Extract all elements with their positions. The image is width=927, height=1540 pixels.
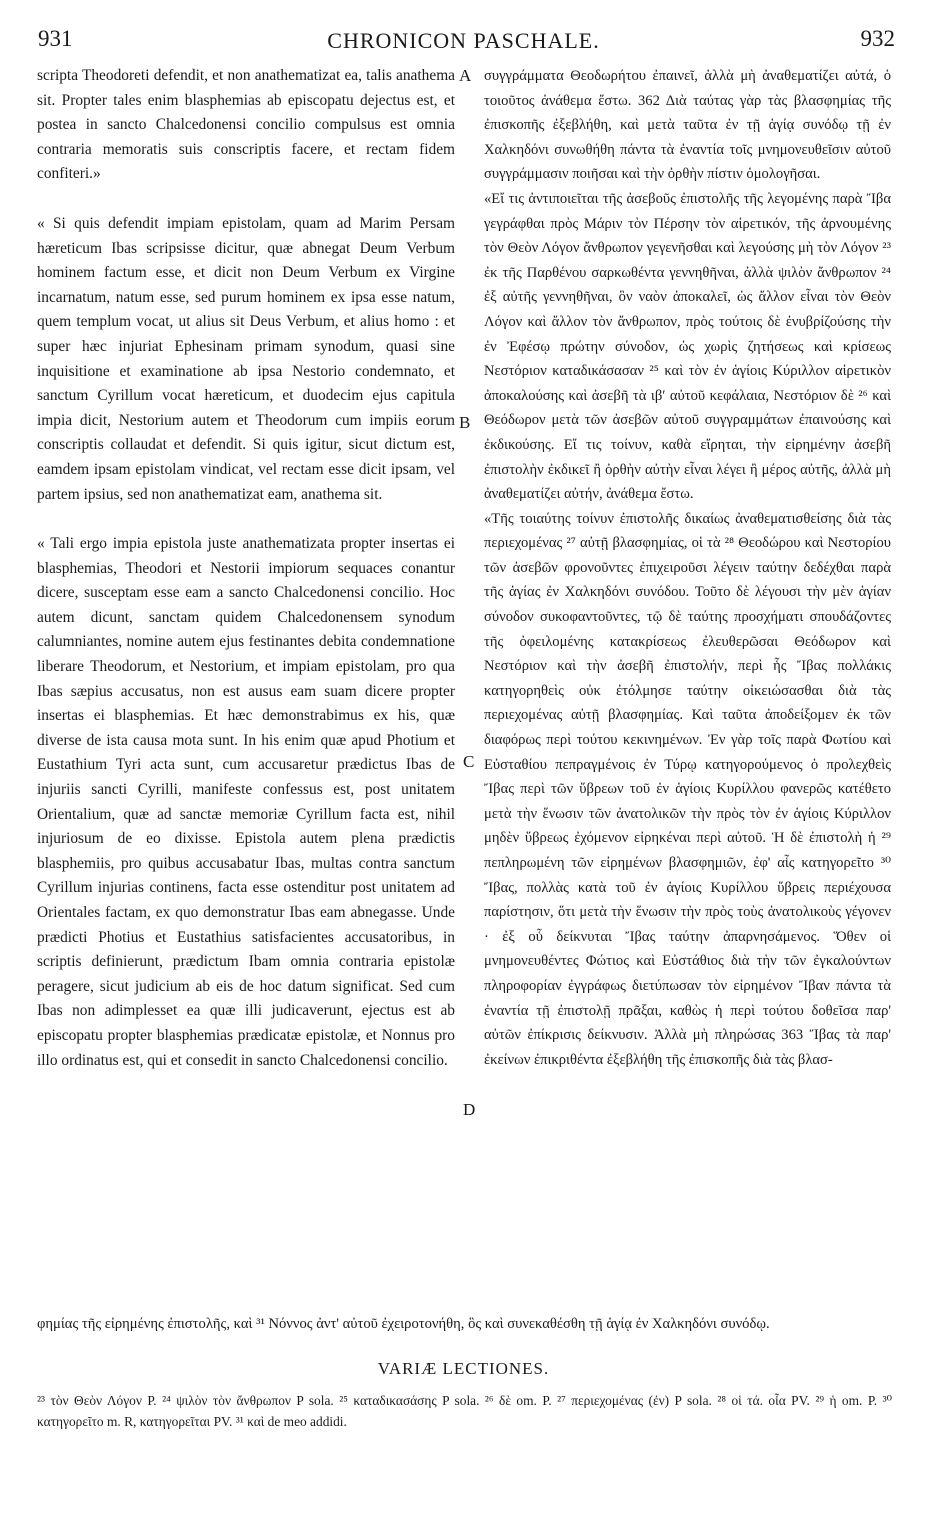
latin-column (37, 64, 455, 1073)
margin-letter-d: D (463, 1100, 476, 1119)
running-header (30, 26, 897, 56)
page-number-left: 931 (38, 26, 73, 51)
margin-letter-b: B (459, 413, 471, 432)
greek-paragraph-3: «Τῆς τοιαύτης τοίνυν ἐπιστολῆς δικαίως ἀναθεματισθείσης διὰ τὰς περιεχομένας ²⁷ αὐτῇ βλασφημίας, οἱ τὰ ²⁸ Θεοδώρου καὶ Νεστορίου τῶν ἀσεβῶν φρονοῦντες ἐπιχειροῦσι λέγειν ταύτην δεδέχθαι παρὰ τῆς ἁγίας ἐν Χαλκηδόνι συνόδου. Τοῦτο δὲ λέγουσι τὴν μὲν ἁγίαν σύνοδον συκοφαντοῦντες, τῷ δὲ ταύτης προσχήματι σπουδάζοντες τῆς ὀφειλομένης κατακρίσεως ἐλευθερῶσαι Θεόδωρον καὶ Νεστόριον καὶ τὴν ἀσεβῆ ἐπιστολήν, περὶ ἧς Ἴβας πολλάκις κατηγορηθεὶς οὐκ ἐτόλμησε ταύτην οἰκειώσασθαι διὰ τὰς περιεχομένας αὐτῇ βλασφημίας. Καὶ ταῦτα ἀποδείξομεν ἐκ τῶν διαφόρως περὶ τούτου κεκινημένων. Ἐν γὰρ τοῖς παρὰ Φωτίου καὶ Εὐσταθίου πεπραγμένοις ἐν Τύρῳ κατηγορούμενος ὁ προλεχθεὶς Ἴβας περὶ τῶν ὕβρεων τοῦ ἐν ἁγίοις Κυρίλλου φανερῶς κατέθετο μετὰ τὴν ἕνωσιν τῶν ἀνατολικῶν τὴν πρὸς τὸν ἐν ἁγίοις Κύριλλον μηδὲν ὕβρεως ἐχόμενον εἰρηκέναι περὶ αὐτοῦ. Ἡ δὲ ἐπιστολὴ ἡ ²⁹ πεπληρωμένη τῶν εἰρημένων βλασφημιῶν, ἐφ' αἷς κατηγορεῖτο ³⁰ Ἴβας, πολλὰς κατὰ τοῦ ἐν ἁγίοις Κυρίλλου ὕβρεις περιέχουσα παρίστησιν, ὅτι μετὰ τὴν ἕνωσιν τὴν πρὸς τοὺς ἀνατολικοὺς γέγονεν · ἐξ οὗ δείκνυται Ἴβας ταύτην ἀπαρνησάμενος. Ὅθεν οἱ μνημονευθέντες Φώτιος καὶ Εὐστάθιος διὰ τὴν τῶν ἐγκαλούντων πληροφορίαν ἐγγράφως διετύπωσαν τὸν εἰρημένον Ἴβαν πάντα τὰ ἐναντία τῇ ἐπιστολῇ πρᾶξαι, καθὼς ἡ περὶ τούτου δοθεῖσα παρ' αὐτῶν ἐπίκρισις δείκνυσιν. Ἀλλὰ μὴ πληρώσας 363 Ἴβας τὰ παρ' ἐκείνων ἐπικριθέντα ἐξεβλήθη τῆς ἐπισκοπῆς διὰ τὰς βλασ- (484, 510, 891, 1068)
greek-paragraph-1: συγγράμματα Θεοδωρήτου ἐπαινεῖ, ἀλλὰ μὴ ἀναθεματίζει αὐτά, ὁ τοιοῦτος ἀνάθεμα ἔστω. 362 Διὰ ταύτας γὰρ τὰς βλασφημίας τῆς ἐπισκοπῆς ἐξεβλήθη, καὶ μετὰ ταῦτα ἐν τῇ ἁγίᾳ συνόδῳ τῇ ἐν Χαλκηδόνι συνωθήθη πάντα τὰ ἐναντία τοῖς μνημονευθεῖσιν αὐτοῦ συγγράμμασιν ποιῆσαι καὶ τὴν ὀρθὴν πίστιν ὁμολογῆσαι. (484, 68, 891, 183)
page-number-right: 932 (860, 26, 895, 51)
margin-letter-a: A (459, 66, 472, 85)
greek-paragraph-2: «Εἴ τις ἀντιποιεῖται τῆς ἀσεβοῦς ἐπιστολῆς τῆς λεγομένης παρὰ Ἴβα γεγράφθαι πρὸς Μάριν τὸν Πέρσην τὸν αἱρετικόν, τῆς ἀρνουμένης τὸν Θεὸν Λόγον ἄνθρωπον γεγενῆσθαι καὶ λεγούσης μὴ τὸν Λόγον ²³ ἐκ τῆς Παρθένου σαρκωθέντα γεννηθῆναι, ἀλλὰ ψιλὸν ἄνθρωπον ²⁴ ἐξ αὐτῆς γεννηθῆναι, ὃν ναὸν ἀποκαλεῖ, ὡς ἄλλον εἶναι τὸν Θεὸν Λόγον καὶ ἄλλον τὸν ἄνθρωπον, πρὸς τούτοις δὲ ἐνυβρίζούσης τὴν ἐν Ἐφέσῳ πρώτην σύνοδον, ὡς χωρὶς ζητήσεως καὶ κρίσεως Νεστόριον καταδικάσασαν ²⁵ καὶ τὸν ἐν ἁγίοις Κύριλλον αἱρετικὸν ἀποκαλούσης καὶ ἀσεβῆ τὰ ιβʹ αὐτοῦ κεφάλαια, Νεστόριον δὲ ²⁶ καὶ Θεόδωρον μετὰ τῶν ἀσεβῶν αὐτοῦ συγγραμμάτων ἐπαινούσης καὶ ἐκδικούσης. Εἴ τις τοίνυν, καθὰ εἴρηται, τὴν εἰρημένην ἀσεβῆ ἐπιστολὴν ἐκδικεῖ ἢ ὀρθὴν αὐτὴν εἶναι λέγει ἢ μέρος αὐτῆς, ἀλλὰ μὴ ἀναθεματίζει αὐτήν, ἀνάθεμα ἔστω. (484, 190, 891, 503)
variae-lectiones-notes: ²³ τὸν Θεὸν Λόγον P. ²⁴ ψιλὸν τὸν ἄνθρωπον P sola. ²⁵ καταδικασάσης P sola. ²⁶ δὲ om. P. ²⁷ περιεχομένας (ἐν) P sola. ²⁸ οἱ τά. οἷα PV. ²⁹ ἡ om. P. ³⁰ κατηγορεῖτο m. R, κατηγορεῖται PV. ³¹ καὶ de meo addidi. (37, 1393, 892, 1429)
running-title: CHRONICON PASCHALE. (327, 28, 600, 53)
margin-letter-c: C (463, 752, 475, 771)
greek-continuation: φημίας τῆς εἰρημένης ἐπιστολῆς, καὶ ³¹ Νόννος ἀντ' αὐτοῦ ἐχειροτονήθη, ὃς καὶ συνεκαθέσθη τῇ ἁγίᾳ ἐν Χαλκηδόνι συνόδῳ. (37, 1316, 770, 1332)
latin-paragraph-3: « Tali ergo impia epistola juste anathematizata propter insertas ei blasphemias, Theodori et Nestorii impiorum sequaces conantur dicere, susceptam esse eam a sancto Chalcedonensi concilio. Hoc autem dicunt, sanctam quidem Chalcedonensem synodum calumniantes, nomine autem ejus festinantes debita condemnatione liberare Theodorum, et Nestorium, et impiam epistolam, pro qua Ibas sæpius accusatus, non est ausus eam suam dicere propter insertas ei blasphemias. Et hæc demonstrabimus ex his, quæ diverse de ista causa mota sunt. In his enim quæ apud Photium et Eustathium Tyri acta sunt, cum accusaretur prædictus Ibas de injuriis sancti Cyrilli, manifeste confessus est, post unitatem Orientalium, quæ ad sanctæ memoriæ Cyrillum facta est, nihil injuriosum de eo dixisse. Epistola autem plena prædictis blasphemiis, pro quibus accusabatur Ibas, multas contra sanctum Cyrillum injurias continens, facta esse ostenditur post unitatem ad Orientales factam, ex quo demonstratur Ibas eam abnegasse. Unde prædicti Photius et Eustathius satisfacientes accusatoribus, in scriptis definierunt, prædictum Ibam omnia contraria epistolæ peragere, sicut judicium ab eis de hoc datum significat. Sed cum Ibas non adimplesset ea quæ illi judicaverunt, ejectus est ab episcopatu propter blasphemias prædicatæ epistolæ, et Nonnus pro illo ordinatus est, qui et consedit in sancto Chalcedonensi concilio. (37, 535, 455, 1069)
greek-column (484, 64, 891, 1072)
latin-paragraph-1: scripta Theodoreti defendit, et non anathematizat ea, talis anathema sit. Propter tales enim blasphemias ab episcopatu dejectus est, et postea in sancto Chalcedonensi concilio compulsus est omnia contraria memoratis suis conscriptis facere, et rectam fidem confiteri.» (37, 67, 455, 183)
latin-paragraph-2: « Si quis defendit impiam epistolam, quam ad Marim Persam hæreticum Ibas scripsisse dicitur, quæ abnegat Deum Verbum hominem factum esse, et dicit non Deum Verbum ex Virgine incarnatum, natum esse, sed purum hominem ex ipsa esse natum, quem templum vocat, ut alius sit Deus Verbum, et alius homo : et super hæc injuriat Ephesinam primam synodum, quasi sine inquisitione et examinatione ab ipsa Nestorio condemnato, et sanctum Cyrillum vocat hæreticum, et duodecim ejus capitula impia dicit, Nestorium autem et Theodorum cum impiis eorum conscriptis collaudat et defendit. Si quis igitur, sicut dictum est, eamdem ipsam epistolam vindicat, vel rectam esse dicit ipsam, vel partem ipsius, sed non anathematizat eam, anathema sit. (37, 214, 455, 503)
variae-lectiones-title: VARIÆ LECTIONES. (377, 1359, 550, 1378)
